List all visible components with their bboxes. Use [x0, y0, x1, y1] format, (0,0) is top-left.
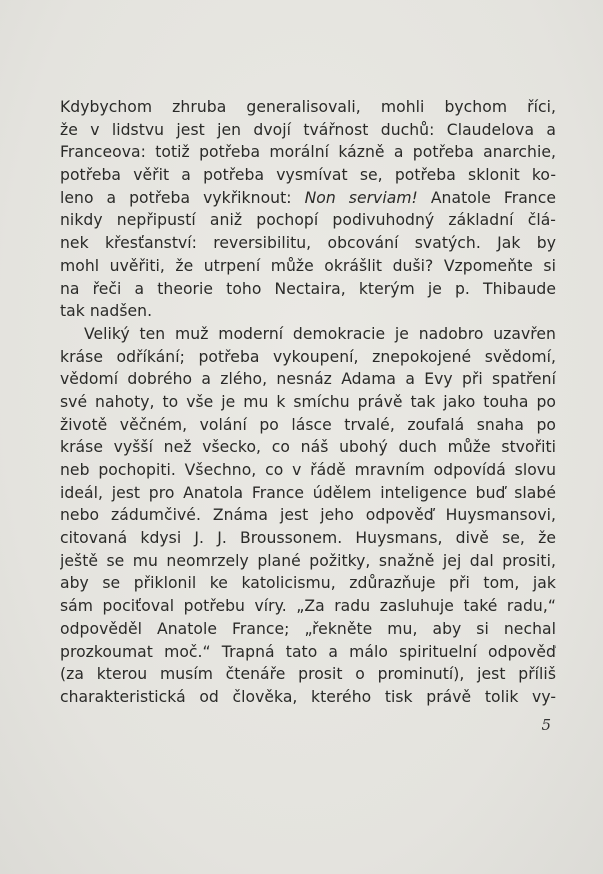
text-line: kráse vyšší než všecko, co náš ubohý duch může stvořiti — [60, 438, 556, 457]
text-line: aby se přiklonil ke katolicismu, zdůrazňuje při tom, jak — [60, 574, 556, 593]
text-segment: Anatole France — [430, 188, 556, 207]
text-line: nebo zádumčivé. Známa jest jeho odpověď Huysmansovi, — [60, 506, 556, 525]
text-line: ideál, jest pro Anatola France údělem inteligence buď slabé — [60, 483, 556, 502]
text-line: Kdybychom zhruba generalisovali, mohli bychom říci, — [60, 98, 556, 116]
text-line: vědomí dobrého a zlého, nesnáz Adama a Evy při spatření — [60, 370, 556, 389]
text-line: charakteristická od člověka, kterého tisk právě tolik vy- — [60, 687, 556, 706]
paragraph-start-line: Veliký ten muž moderní demokracie je nadobro uzavřen — [84, 324, 556, 343]
text-line: na řeči a theorie toho Nectaira, kterým je p. Thibaude — [60, 279, 556, 298]
text-line: mohl uvěřiti, že utrpení může okrášlit duši? Vzpomeňte si — [60, 256, 556, 275]
text-line: odpověděl Anatole France; „řekněte mu, aby si nechal — [60, 619, 556, 638]
text-line: kráse odříkání; potřeba vykoupení, znepokojené svědomí, — [60, 347, 556, 366]
text-line: že v lidstvu jest jen dvojí tvářnost duchů: Claudelova a — [60, 120, 556, 139]
body-text — [60, 96, 556, 709]
text-line: citovaná kdysi J. J. Broussonem. Huysmans, divě se, že — [60, 529, 556, 548]
text-line: (za kterou musím čtenáře prosit o prominutí), jest příliš — [60, 665, 556, 684]
text-line: životě věčném, volání po lásce trvalé, zoufalá snaha po — [60, 415, 556, 434]
text-line: potřeba věřit a potřeba vysmívat se, potřeba sklonit ko- — [60, 166, 556, 185]
text-segment: leno a potřeba vykřiknout: — [60, 188, 292, 207]
text-line: své nahoty, to vše je mu k smíchu právě tak jako touha po — [60, 392, 556, 411]
text-line: ještě se mu neomrzely plané požitky, snažně jej dal prositi, — [60, 551, 556, 570]
text-line: Franceova: totiž potřeba morální kázně a potřeba anarchie, — [60, 143, 556, 162]
text-line: prozkoumat moč.“ Trapná tato a málo spirituelní odpověď — [60, 642, 556, 661]
italic-phrase: Non serviam! — [304, 188, 418, 207]
text-line: neb pochopiti. Všechno, co v řádě mravním odpovídá slovu — [60, 461, 556, 479]
text-line: sám pociťoval potřebu víry. „Za radu zasluhuje také radu,“ — [60, 597, 556, 616]
page-number: 5 — [541, 716, 551, 734]
text-line-with-italic — [60, 187, 556, 210]
text-line: tak nadšen. — [60, 302, 153, 321]
text-line: nikdy nepřipustí aniž pochopí podivuhodný základní člá- — [60, 211, 556, 230]
text-line: nek křesťanství: reversibilitu, obcování svatých. Jak by — [60, 234, 556, 253]
